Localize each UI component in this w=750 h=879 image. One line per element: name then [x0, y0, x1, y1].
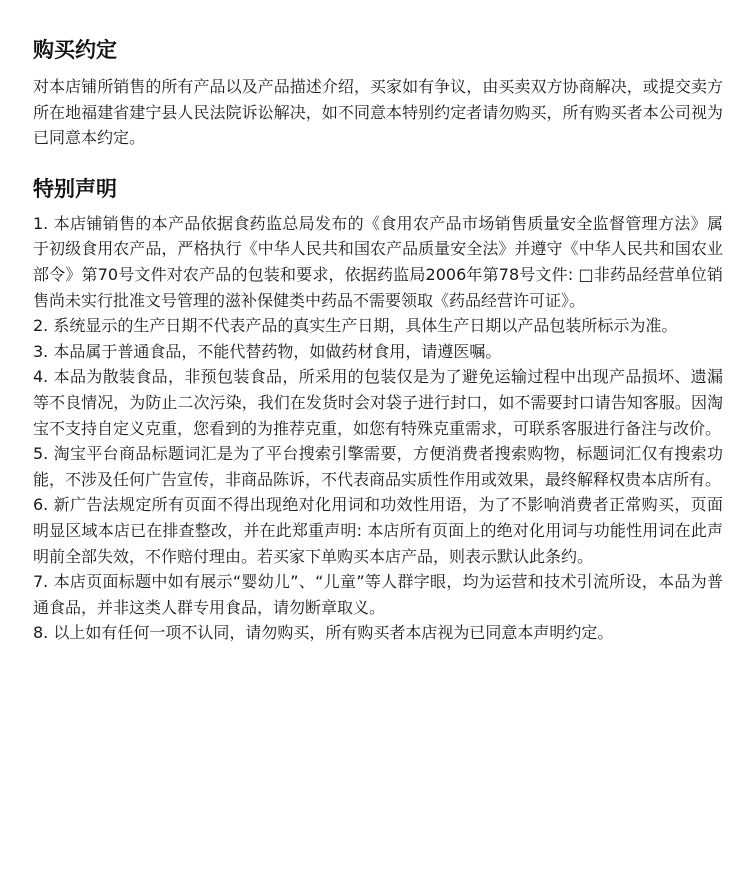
purchase-agreement-title: 购买约定 — [33, 38, 117, 62]
statement-item-5: 5. 淘宝平台商品标题词汇是为了平台搜索引擎需要，方便消费者搜索购物，标题词汇仅有搜索功能，不涉及任何广告宣传，非商品陈诉，不代表商品实质性作用或效果，最终解释权贵本店所有。 — [33, 444, 723, 489]
statement-item-4: 4. 本品为散装食品，非预包装食品，所采用的包装仅是为了避免运输过程中出现产品损坏、遗漏等不良情况，为防止二次污染，我们在发货时会对袋子进行封口，如不需要封口请告知客服。因淘宝不支持自定义克重，您看到的为推荐克重，如您有特殊克重需求，可联系客服进行备注与改价。 — [33, 367, 723, 438]
statement-item-6: 6. 新广告法规定所有页面不得出现绝对化用词和功效性用语，为了不影响消费者正常购买，页面明显区域本店已在排查整改，并在此郑重声明: 本店所有页面上的绝对化用词与功能性用词在此声明前全部失效，不作赔付理由。若买家下单购买本店产品，则表示默认此条约。 — [33, 495, 723, 566]
document-page — [33, 34, 723, 646]
statement-item-2: 2. 系统显示的生产日期不代表产品的真实生产日期，具体生产日期以产品包装所标示为准。 — [33, 316, 678, 336]
special-statement-title: 特别声明 — [33, 176, 117, 201]
statement-item-7: 7. 本店页面标题中如有展示“婴幼儿”、“儿童”等人群字眼，均为运营和技术引流所设，本品为普通食品，并非这类人群专用食品，请勿断章取义。 — [33, 572, 723, 617]
statement-item-1: 1. 本店铺销售的本产品依据食药监总局发布的《食用农产品市场销售质量安全监督管理方法》属于初级食用农产品，严格执行《中华人民共和国农产品质量安全法》并遵守《中华人民共和国农业部令》第70号文件对农产品的包装和要求，依据药监局2006年第78号文件: □非药品经营单位销售尚未实行批准文号管理的滋补保健类中药品不需要领取《药品经营许可证》。 — [33, 213, 723, 310]
statement-item-3: 3. 本品属于普通食品，不能代替药物，如做药材食用，请遵医嘱。 — [33, 341, 502, 361]
purchase-agreement-text: 对本店铺所销售的所有产品以及产品描述介绍，买家如有争议，由买卖双方协商解决，或提交卖方所在地福建省建宁县人民法院诉讼解决，如不同意本特别约定者请勿购买，所有购买者本公司视为已同意本约定。 — [33, 77, 723, 148]
statement-item-8: 8. 以上如有任何一项不认同，请勿购买，所有购买者本店视为已同意本声明约定。 — [33, 623, 614, 643]
